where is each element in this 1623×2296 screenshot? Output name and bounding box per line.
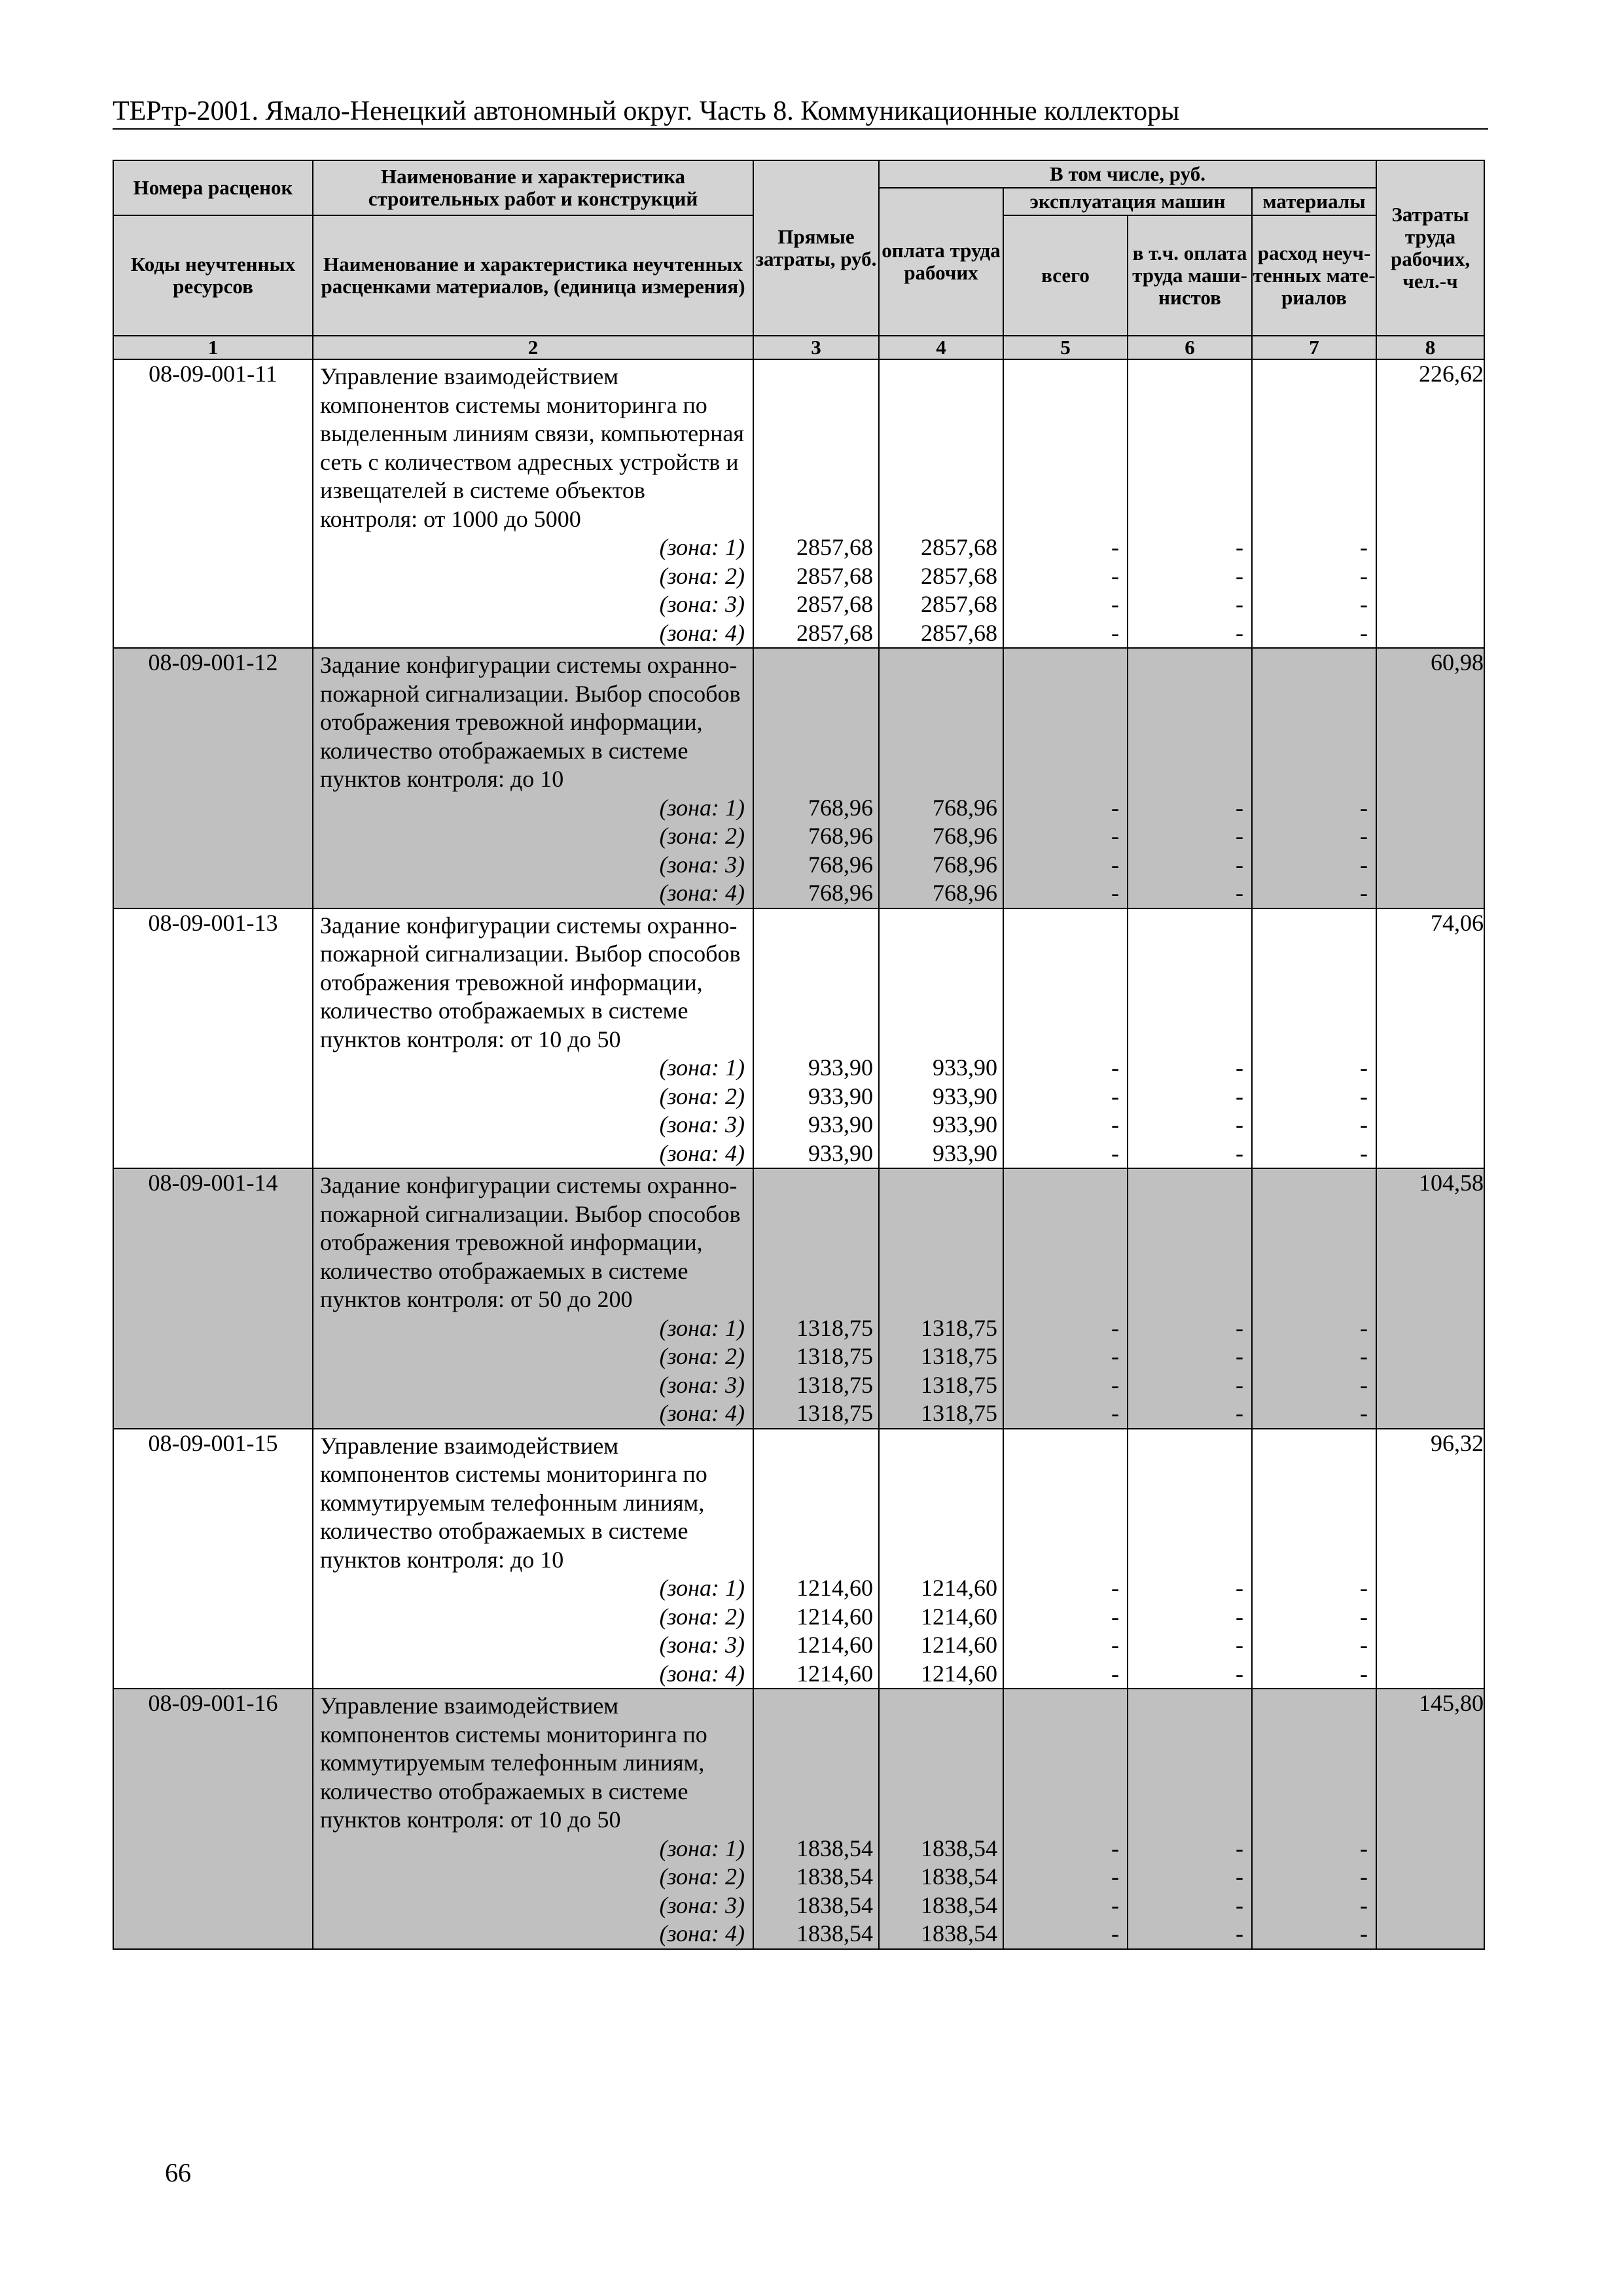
- zone-label: (зона: 1): [659, 534, 745, 560]
- zone-label: (зона: 1): [659, 1054, 745, 1081]
- rate-description: Задание конфигурации системы охранно-пожарной сигнализации. Выбор способов отображения тревожной информации, количество отображаемых в системе пунктов контроля: до 10: [320, 652, 741, 792]
- direct-cost-value: 1318,75: [796, 1343, 873, 1369]
- machinist-wages-cell: [1128, 359, 1252, 648]
- worker-wages-cell: [879, 1168, 1003, 1429]
- worker-wages-value: 933,90: [933, 1054, 997, 1081]
- machines-total-cell: [1003, 1689, 1128, 1949]
- direct-cost-value: 2857,68: [796, 591, 873, 617]
- zone-label: (зона: 1): [659, 794, 745, 821]
- zone-label: (зона: 4): [659, 619, 745, 646]
- materials-value: -: [1360, 591, 1368, 617]
- machinist-wages-value: -: [1236, 1632, 1243, 1658]
- column-number: 2: [313, 336, 753, 359]
- table-header: [113, 160, 1484, 359]
- worker-wages-cell: [879, 359, 1003, 648]
- machinist-wages-value: -: [1236, 1863, 1243, 1890]
- materials-value: -: [1360, 1343, 1368, 1369]
- worker-wages-value: 1838,54: [921, 1892, 997, 1918]
- machines-total-cell: [1003, 908, 1128, 1169]
- labor-hours-value: 226,62: [1376, 359, 1484, 648]
- materials-value: -: [1360, 1371, 1368, 1398]
- column-number: 6: [1128, 336, 1252, 359]
- table-row: [113, 359, 1484, 648]
- materials-value: -: [1360, 1863, 1368, 1890]
- rate-group: [113, 359, 1484, 648]
- rate-group: [113, 648, 1484, 908]
- materials-value: -: [1360, 1892, 1368, 1918]
- machines-total-value: -: [1111, 1835, 1119, 1861]
- worker-wages-value: 2857,68: [921, 619, 997, 646]
- direct-cost-cell: [753, 1168, 879, 1429]
- materials-cell: [1252, 908, 1376, 1169]
- machinist-wages-value: -: [1236, 794, 1243, 821]
- rates-table: [113, 160, 1485, 1950]
- machines-total-value: -: [1111, 534, 1119, 560]
- rate-code: 08-09-001-11: [113, 359, 313, 648]
- labor-hours-value: 96,32: [1376, 1429, 1484, 1689]
- header-labor-hours: Затраты труда рабочих, чел.-ч: [1376, 160, 1484, 336]
- worker-wages-value: 768,96: [933, 851, 997, 878]
- direct-cost-value: 768,96: [808, 794, 873, 821]
- materials-value: -: [1360, 880, 1368, 906]
- page-title: ТЕРтр-2001. Ямало-Ненецкий автономный округ. Часть 8. Коммуникационные коллекторы: [113, 96, 1180, 126]
- header-machine-operation: эксплуатация машин: [1003, 188, 1252, 215]
- worker-wages-cell: [879, 1429, 1003, 1689]
- machinist-wages-value: -: [1236, 534, 1243, 560]
- rate-description: Задание конфигурации системы охранно-пожарной сигнализации. Выбор способов отображения тревожной информации, количество отображаемых в системе пунктов контроля: от 10 до 50: [320, 912, 741, 1052]
- column-number: 4: [879, 336, 1003, 359]
- materials-value: -: [1360, 1139, 1368, 1166]
- zone-label: (зона: 4): [659, 1139, 745, 1166]
- header-rate-numbers: Номера расценок: [113, 160, 313, 215]
- machinist-wages-value: -: [1236, 1371, 1243, 1398]
- table-row: [113, 1168, 1484, 1429]
- worker-wages-value: 1838,54: [921, 1863, 997, 1890]
- materials-cell: [1252, 1689, 1376, 1949]
- machines-total-value: -: [1111, 1139, 1119, 1166]
- materials-value: -: [1360, 1603, 1368, 1630]
- worker-wages-value: 1214,60: [921, 1575, 997, 1601]
- machines-total-value: -: [1111, 1603, 1119, 1630]
- machines-total-value: -: [1111, 1371, 1119, 1398]
- machinist-wages-value: -: [1236, 591, 1243, 617]
- materials-cell: [1252, 1429, 1376, 1689]
- rate-code: 08-09-001-16: [113, 1689, 313, 1949]
- rate-description-cell: [313, 1168, 753, 1429]
- machinist-wages-cell: [1128, 1429, 1252, 1689]
- materials-value: -: [1360, 1314, 1368, 1341]
- machines-total-value: -: [1111, 1863, 1119, 1890]
- header-direct-costs: Прямые затраты, руб.: [753, 160, 879, 336]
- materials-value: -: [1360, 851, 1368, 878]
- table-row: [113, 1429, 1484, 1689]
- direct-cost-cell: [753, 1429, 879, 1689]
- rate-description-cell: [313, 1429, 753, 1689]
- machinist-wages-value: -: [1236, 1660, 1243, 1687]
- worker-wages-value: 1318,75: [921, 1343, 997, 1369]
- header-unaccounted-codes: Коды неучтенных ресурсов: [113, 215, 313, 336]
- zone-label: (зона: 1): [659, 1575, 745, 1601]
- machines-total-value: -: [1111, 1054, 1119, 1081]
- worker-wages-value: 2857,68: [921, 562, 997, 589]
- materials-value: -: [1360, 619, 1368, 646]
- machinist-wages-value: -: [1236, 1603, 1243, 1630]
- zone-label: (зона: 3): [659, 1632, 745, 1658]
- machines-total-value: -: [1111, 1575, 1119, 1601]
- zone-label: (зона: 4): [659, 1920, 745, 1946]
- machinist-wages-value: -: [1236, 823, 1243, 849]
- direct-cost-value: 1318,75: [796, 1314, 873, 1341]
- direct-cost-value: 2857,68: [796, 562, 873, 589]
- direct-cost-value: 1838,54: [796, 1892, 873, 1918]
- zone-label: (зона: 2): [659, 1343, 745, 1369]
- worker-wages-cell: [879, 648, 1003, 908]
- machinist-wages-cell: [1128, 1689, 1252, 1949]
- rate-description-cell: [313, 1689, 753, 1949]
- rate-group: [113, 1689, 1484, 1949]
- header-materials: материалы: [1252, 188, 1376, 215]
- worker-wages-value: 768,96: [933, 794, 997, 821]
- machines-total-value: -: [1111, 823, 1119, 849]
- worker-wages-value: 1838,54: [921, 1835, 997, 1861]
- worker-wages-value: 1214,60: [921, 1632, 997, 1658]
- machines-total-value: -: [1111, 794, 1119, 821]
- materials-value: -: [1360, 1400, 1368, 1426]
- materials-cell: [1252, 1168, 1376, 1429]
- machinist-wages-value: -: [1236, 1054, 1243, 1081]
- zone-label: (зона: 3): [659, 851, 745, 878]
- machinist-wages-cell: [1128, 1168, 1252, 1429]
- header-unaccounted-materials: Наименование и характеристика неучтенных расценками материалов, (единица измерения): [313, 215, 753, 336]
- header-worker-wages: оплата труда рабочих: [879, 188, 1003, 336]
- worker-wages-value: 2857,68: [921, 534, 997, 560]
- machines-total-cell: [1003, 359, 1128, 648]
- labor-hours-value: 60,98: [1376, 648, 1484, 908]
- direct-cost-value: 1214,60: [796, 1632, 873, 1658]
- machinist-wages-value: -: [1236, 619, 1243, 646]
- machines-total-value: -: [1111, 1314, 1119, 1341]
- column-number: 1: [113, 336, 313, 359]
- worker-wages-cell: [879, 908, 1003, 1169]
- direct-cost-cell: [753, 1689, 879, 1949]
- machines-total-value: -: [1111, 851, 1119, 878]
- machinist-wages-value: -: [1236, 562, 1243, 589]
- rate-code: 08-09-001-12: [113, 648, 313, 908]
- machines-total-cell: [1003, 1429, 1128, 1689]
- machines-total-value: -: [1111, 1083, 1119, 1109]
- direct-cost-value: 933,90: [808, 1083, 873, 1109]
- labor-hours-value: 145,80: [1376, 1689, 1484, 1949]
- machines-total-value: -: [1111, 1632, 1119, 1658]
- zone-label: (зона: 4): [659, 1660, 745, 1687]
- direct-cost-value: 1214,60: [796, 1660, 873, 1687]
- machines-total-value: -: [1111, 1400, 1119, 1426]
- materials-value: -: [1360, 1111, 1368, 1138]
- direct-cost-value: 1318,75: [796, 1400, 873, 1426]
- machines-total-value: -: [1111, 591, 1119, 617]
- worker-wages-value: 933,90: [933, 1111, 997, 1138]
- direct-cost-value: 1838,54: [796, 1920, 873, 1946]
- worker-wages-value: 768,96: [933, 823, 997, 849]
- rate-description: Управление взаимодействием компонентов системы мониторинга по выделенным линиям связи, компьютерная сеть с количеством адресных устройств и извещателей в системе объектов контроля: от 1000 до 5000: [320, 363, 744, 532]
- rate-description: Управление взаимодействием компонентов системы мониторинга по коммутируемым телефонным линиям, количество отображаемых в системе пунктов контроля: от 10 до 50: [320, 1693, 707, 1833]
- machinist-wages-cell: [1128, 908, 1252, 1169]
- zone-label: (зона: 3): [659, 1371, 745, 1398]
- machines-total-value: -: [1111, 1660, 1119, 1687]
- materials-value: -: [1360, 534, 1368, 560]
- zone-label: (зона: 3): [659, 1111, 745, 1138]
- direct-cost-value: 933,90: [808, 1054, 873, 1081]
- machinist-wages-cell: [1128, 648, 1252, 908]
- rate-group: [113, 1168, 1484, 1429]
- machines-total-value: -: [1111, 1111, 1119, 1138]
- rate-description-cell: [313, 648, 753, 908]
- worker-wages-value: 1318,75: [921, 1400, 997, 1426]
- header-work-name: Наименование и характеристика строительных работ и конструкций: [313, 160, 753, 215]
- zone-label: (зона: 1): [659, 1835, 745, 1861]
- zone-label: (зона: 3): [659, 591, 745, 617]
- direct-cost-value: 1214,60: [796, 1603, 873, 1630]
- table-row: [113, 648, 1484, 908]
- machinist-wages-value: -: [1236, 1575, 1243, 1601]
- zone-label: (зона: 4): [659, 1400, 745, 1426]
- zone-label: (зона: 2): [659, 823, 745, 849]
- machines-total-value: -: [1111, 1343, 1119, 1369]
- rate-group: [113, 1429, 1484, 1689]
- direct-cost-value: 768,96: [808, 823, 873, 849]
- zone-label: (зона: 4): [659, 880, 745, 906]
- machines-total-value: -: [1111, 880, 1119, 906]
- materials-value: -: [1360, 794, 1368, 821]
- labor-hours-value: 104,58: [1376, 1168, 1484, 1429]
- worker-wages-value: 2857,68: [921, 591, 997, 617]
- machinist-wages-value: -: [1236, 880, 1243, 906]
- rate-description-cell: [313, 908, 753, 1169]
- worker-wages-value: 933,90: [933, 1083, 997, 1109]
- materials-cell: [1252, 359, 1376, 648]
- header-machinist-wages: в т.ч. оплата труда маши-нистов: [1128, 215, 1252, 336]
- machinist-wages-value: -: [1236, 851, 1243, 878]
- machinist-wages-value: -: [1236, 1920, 1243, 1946]
- header-including-group: В том числе, руб.: [879, 160, 1376, 188]
- zone-label: (зона: 2): [659, 1603, 745, 1630]
- machines-total-value: -: [1111, 562, 1119, 589]
- materials-value: -: [1360, 1083, 1368, 1109]
- direct-cost-cell: [753, 908, 879, 1169]
- machines-total-value: -: [1111, 619, 1119, 646]
- zone-label: (зона: 2): [659, 1083, 745, 1109]
- machines-total-cell: [1003, 648, 1128, 908]
- direct-cost-value: 2857,68: [796, 534, 873, 560]
- rate-code: 08-09-001-13: [113, 908, 313, 1169]
- machinist-wages-value: -: [1236, 1314, 1243, 1341]
- materials-value: -: [1360, 1660, 1368, 1687]
- machinist-wages-value: -: [1236, 1343, 1243, 1369]
- machines-total-cell: [1003, 1168, 1128, 1429]
- machinist-wages-value: -: [1236, 1083, 1243, 1109]
- zone-label: (зона: 2): [659, 1863, 745, 1890]
- page-number: 66: [165, 2158, 191, 2187]
- machinist-wages-value: -: [1236, 1139, 1243, 1166]
- machinist-wages-value: -: [1236, 1892, 1243, 1918]
- materials-value: -: [1360, 1920, 1368, 1946]
- rate-code: 08-09-001-15: [113, 1429, 313, 1689]
- materials-value: -: [1360, 562, 1368, 589]
- machinist-wages-value: -: [1236, 1111, 1243, 1138]
- worker-wages-value: 933,90: [933, 1139, 997, 1166]
- direct-cost-value: 768,96: [808, 880, 873, 906]
- worker-wages-value: 1214,60: [921, 1660, 997, 1687]
- direct-cost-cell: [753, 359, 879, 648]
- header-machines-total: всего: [1003, 215, 1128, 336]
- machines-total-value: -: [1111, 1920, 1119, 1946]
- direct-cost-value: 1214,60: [796, 1575, 873, 1601]
- title-divider: [113, 128, 1488, 130]
- rate-description: Задание конфигурации системы охранно-пожарной сигнализации. Выбор способов отображения тревожной информации, количество отображаемых в системе пунктов контроля: от 50 до 200: [320, 1172, 741, 1312]
- machinist-wages-value: -: [1236, 1400, 1243, 1426]
- column-number: 8: [1376, 336, 1484, 359]
- table-row: [113, 1689, 1484, 1949]
- worker-wages-value: 768,96: [933, 880, 997, 906]
- materials-cell: [1252, 648, 1376, 908]
- direct-cost-cell: [753, 648, 879, 908]
- materials-value: -: [1360, 1835, 1368, 1861]
- direct-cost-value: 768,96: [808, 851, 873, 878]
- header-materials-consumption: расход неуч-тенных мате-риалов: [1252, 215, 1376, 336]
- materials-value: -: [1360, 1575, 1368, 1601]
- zone-label: (зона: 2): [659, 562, 745, 589]
- direct-cost-value: 1318,75: [796, 1371, 873, 1398]
- column-numbers-row: [113, 336, 1484, 359]
- direct-cost-value: 933,90: [808, 1111, 873, 1138]
- materials-value: -: [1360, 1632, 1368, 1658]
- rate-code: 08-09-001-14: [113, 1168, 313, 1429]
- machines-total-value: -: [1111, 1892, 1119, 1918]
- rate-description: Управление взаимодействием компонентов системы мониторинга по коммутируемым телефонным линиям, количество отображаемых в системе пунктов контроля: до 10: [320, 1432, 707, 1573]
- worker-wages-value: 1838,54: [921, 1920, 997, 1946]
- rate-group: [113, 908, 1484, 1169]
- worker-wages-value: 1214,60: [921, 1603, 997, 1630]
- worker-wages-value: 1318,75: [921, 1371, 997, 1398]
- direct-cost-value: 933,90: [808, 1139, 873, 1166]
- rate-description-cell: [313, 359, 753, 648]
- column-number: 5: [1003, 336, 1128, 359]
- column-number: 7: [1252, 336, 1376, 359]
- machinist-wages-value: -: [1236, 1835, 1243, 1861]
- direct-cost-value: 1838,54: [796, 1835, 873, 1861]
- direct-cost-value: 1838,54: [796, 1863, 873, 1890]
- worker-wages-value: 1318,75: [921, 1314, 997, 1341]
- column-number: 3: [753, 336, 879, 359]
- table-row: [113, 908, 1484, 1169]
- zone-label: (зона: 3): [659, 1892, 745, 1918]
- worker-wages-cell: [879, 1689, 1003, 1949]
- labor-hours-value: 74,06: [1376, 908, 1484, 1169]
- direct-cost-value: 2857,68: [796, 619, 873, 646]
- materials-value: -: [1360, 823, 1368, 849]
- materials-value: -: [1360, 1054, 1368, 1081]
- zone-label: (зона: 1): [659, 1314, 745, 1341]
